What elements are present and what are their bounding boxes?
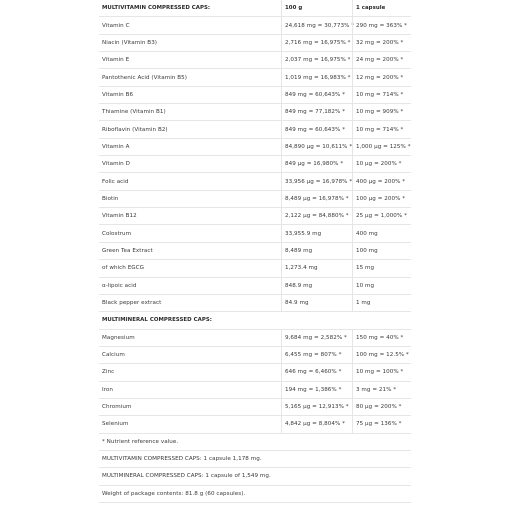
per-100g-value: 2,716 mg = 16,975% * (281, 35, 352, 51)
header-multivitamin: MULTIVITAMIN COMPRESSED CAPS: (102, 5, 211, 12)
per-capsule-value: 100 mg = 12.5% * (352, 347, 411, 363)
multimineral-title: MULTIMINERAL COMPRESSED CAPS: (102, 317, 212, 324)
note-row (99, 434, 411, 451)
header-per-100g: 100 g (281, 0, 352, 16)
per-100g-value: 84.9 mg (281, 295, 352, 311)
note-row (99, 486, 411, 503)
note-text: Weight of package contents: 81.8 g (60 capsules). (102, 490, 246, 497)
nutrient-name: Colostrum (102, 230, 132, 237)
nutrient-name: Magnesium (102, 334, 135, 341)
nutrient-name: Vitamin B6 (102, 91, 134, 98)
per-100g-value: 9,684 mg = 2,582% * (281, 330, 352, 346)
table-row (99, 69, 411, 86)
per-capsule-value: 10 µg = 200% * (352, 156, 411, 172)
note-text: MULTIVITAMIN COMPRESSED CAPS: 1 capsule 1,178 mg. (102, 456, 262, 463)
per-100g-value: 849 mg = 60,643% * (281, 121, 352, 137)
nutrient-name: Vitamin C (102, 22, 130, 29)
multimineral-rows (99, 330, 411, 434)
nutrient-name: Black pepper extract (102, 300, 162, 307)
per-capsule-value: 80 µg = 200% * (352, 399, 411, 415)
nutrient-name: Vitamin A (102, 143, 130, 150)
table-row (99, 399, 411, 416)
per-capsule-value: 32 mg = 200% * (352, 35, 411, 51)
nutrient-name: Calcium (102, 352, 125, 359)
per-capsule-value: 100 mg (352, 243, 411, 259)
nutrient-name: Vitamin E (102, 57, 130, 64)
table-row (99, 278, 411, 295)
nutrient-name: Zinc (102, 369, 115, 376)
nutrient-name: Riboflavin (Vitamin B2) (102, 126, 168, 133)
table-row (99, 416, 411, 433)
per-100g-value: 1,273.4 mg (281, 260, 352, 276)
per-100g-value: 849 µg = 16,980% * (281, 156, 352, 172)
nutrient-name: Chromium (102, 404, 132, 411)
nutrient-name: Niacin (Vitamin B3) (102, 39, 158, 46)
per-capsule-value: 10 mg = 909% * (352, 104, 411, 120)
notes-list (99, 434, 411, 503)
per-100g-value: 6,455 mg = 807% * (281, 347, 352, 363)
per-capsule-value: 100 µg = 200% * (352, 191, 411, 207)
nutrient-name: Folic acid (102, 178, 129, 185)
per-capsule-value: 3 mg = 21% * (352, 382, 411, 398)
per-capsule-value: 1 mg (352, 295, 411, 311)
table-row (99, 208, 411, 225)
table-row (99, 243, 411, 260)
nutrient-name: Green Tea Extract (102, 247, 153, 254)
per-capsule-value: 290 mg = 363% * (352, 17, 411, 33)
per-100g-value: 5,165 µg = 12,913% * (281, 399, 352, 415)
note-text: * Nutrient reference value. (102, 438, 179, 445)
per-capsule-value: 10 mg (352, 278, 411, 294)
per-capsule-value: 75 µg = 136% * (352, 416, 411, 432)
per-100g-value: 849 mg = 77,182% * (281, 104, 352, 120)
per-100g-value: 33,955.9 mg (281, 225, 352, 241)
nutrient-name: of which EGCG (102, 265, 145, 272)
table-row (99, 330, 411, 347)
nutrient-name: α-lipoic acid (102, 282, 137, 289)
per-capsule-value: 12 mg = 200% * (352, 69, 411, 85)
nutrient-name: Pantothenic Acid (Vitamin B5) (102, 74, 187, 81)
per-100g-value: 849 mg = 60,643% * (281, 87, 352, 103)
note-text: MULTIMINERAL COMPRESSED CAPS: 1 capsule of 1,549 mg. (102, 473, 271, 480)
nutrient-name: Vitamin D (102, 161, 130, 168)
table-row (99, 347, 411, 364)
per-100g-value: 1,019 mg = 16,983% * (281, 69, 352, 85)
nutrient-name: Iron (102, 386, 113, 393)
table-row (99, 260, 411, 277)
per-100g-value: 848.9 mg (281, 278, 352, 294)
table-row (99, 364, 411, 381)
per-100g-value: 2,122 µg = 84,880% * (281, 208, 352, 224)
table-row (99, 121, 411, 138)
table-row (99, 295, 411, 312)
per-100g-value: 4,842 µg = 8,804% * (281, 416, 352, 432)
per-100g-value: 33,956 µg = 16,978% * (281, 173, 352, 189)
table-header-row (99, 0, 411, 17)
per-100g-value: 8,489 µg = 16,978% * (281, 191, 352, 207)
table-row (99, 225, 411, 242)
table-row (99, 156, 411, 173)
table-row (99, 173, 411, 190)
nutrient-name: Selenium (102, 421, 129, 428)
nutrient-name: Thiamine (Vitamin B1) (102, 109, 166, 116)
multivitamin-rows (99, 17, 411, 312)
per-capsule-value: 25 µg = 1,000% * (352, 208, 411, 224)
per-capsule-value: 400 mg (352, 225, 411, 241)
per-100g-value: 8,489 mg (281, 243, 352, 259)
per-capsule-value: 15 mg (352, 260, 411, 276)
per-capsule-value: 10 mg = 100% * (352, 364, 411, 380)
per-capsule-value: 150 mg = 40% * (352, 330, 411, 346)
table-row (99, 139, 411, 156)
per-capsule-value: 24 mg = 200% * (352, 52, 411, 68)
table-row (99, 104, 411, 121)
note-row (99, 468, 411, 485)
nutrition-table (99, 0, 411, 503)
table-row (99, 87, 411, 104)
per-capsule-value: 10 mg = 714% * (352, 87, 411, 103)
table-row (99, 52, 411, 69)
per-100g-value: 194 mg = 1,386% * (281, 382, 352, 398)
per-100g-value: 646 mg = 6,460% * (281, 364, 352, 380)
table-row (99, 382, 411, 399)
nutrient-name: Biotin (102, 195, 119, 202)
note-row (99, 451, 411, 468)
per-capsule-value: 1,000 µg = 125% * (352, 139, 411, 155)
table-row (99, 35, 411, 52)
table-row (99, 191, 411, 208)
multimineral-section-header (99, 312, 411, 329)
per-capsule-value: 400 µg = 200% * (352, 173, 411, 189)
per-100g-value: 84,890 µg = 10,611% * (281, 139, 352, 155)
header-per-capsule: 1 capsule (352, 0, 411, 16)
per-capsule-value: 10 mg = 714% * (352, 121, 411, 137)
per-100g-value: 24,618 mg = 30,773% * (281, 17, 352, 33)
nutrient-name: Vitamin B12 (102, 213, 137, 220)
table-row (99, 17, 411, 34)
per-100g-value: 2,037 mg = 16,975% * (281, 52, 352, 68)
